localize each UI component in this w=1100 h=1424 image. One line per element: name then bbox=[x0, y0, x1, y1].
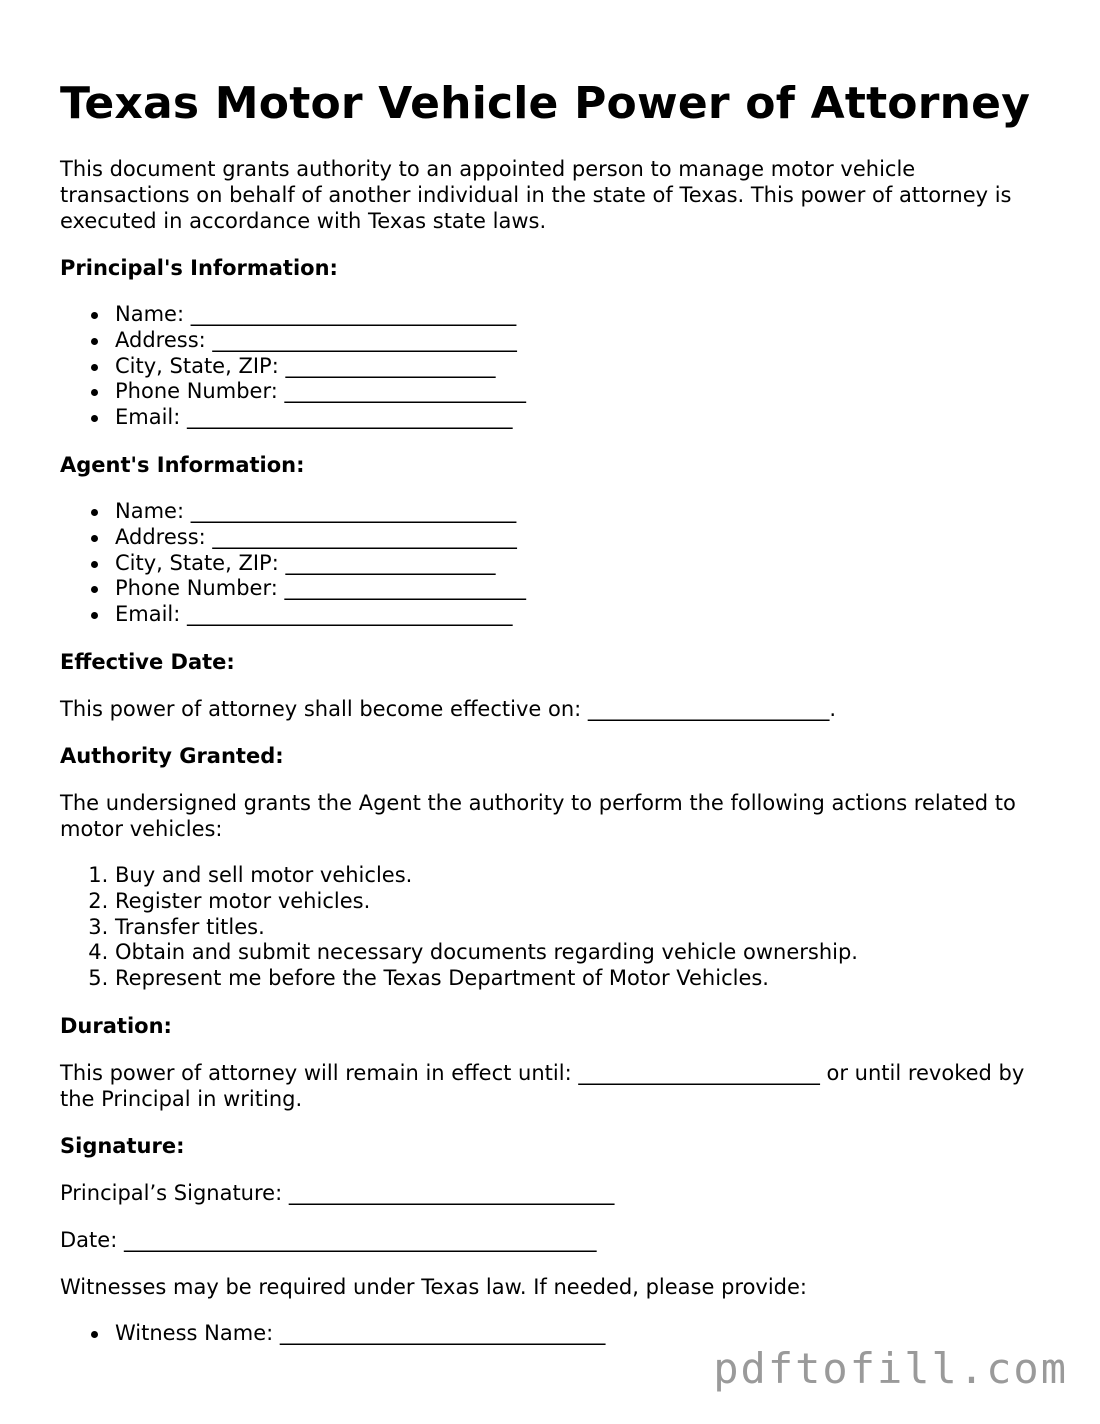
principal-fields bbox=[60, 302, 1050, 431]
authority-item: 3. Transfer titles. bbox=[115, 915, 1050, 941]
principal-address-field[interactable]: Address: _____________________________ bbox=[115, 328, 1050, 354]
principal-name-field[interactable]: Name: _______________________________ bbox=[115, 302, 1050, 328]
authority-heading: Authority Granted: bbox=[60, 743, 284, 768]
witness-note: Witnesses may be required under Texas law. If needed, please provide: bbox=[60, 1274, 808, 1299]
authority-item: 5. Represent me before the Texas Department of Motor Vehicles. bbox=[115, 966, 1050, 992]
authority-item: 1. Buy and sell motor vehicles. bbox=[115, 863, 1050, 889]
authority-item: 4. Obtain and submit necessary documents regarding vehicle ownership. bbox=[115, 940, 1050, 966]
principal-heading: Principal's Information: bbox=[60, 256, 338, 280]
intro-paragraph: This document grants authority to an appointed person to manage motor vehicle transactions on behalf of another individual in the state of Texas. This power of attorney is executed in accordance with Texas state laws. bbox=[60, 157, 1012, 233]
duration-heading: Duration: bbox=[60, 1013, 172, 1038]
agent-heading: Agent's Information: bbox=[60, 452, 305, 477]
authority-list bbox=[60, 863, 1050, 992]
agent-address-field[interactable]: Address: _____________________________ bbox=[115, 525, 1050, 551]
signature-heading: Signature: bbox=[60, 1133, 185, 1158]
agent-name-field[interactable]: Name: _______________________________ bbox=[115, 499, 1050, 525]
agent-fields bbox=[60, 499, 1050, 628]
duration-field[interactable]: This power of attorney will remain in effect until: _______________________ or until revoked by the Principal in writing. bbox=[60, 1060, 1025, 1111]
principal-signature-field[interactable]: Principal’s Signature: _______________________________ bbox=[60, 1180, 615, 1205]
document-page bbox=[60, 76, 1050, 1368]
signature-date-field[interactable]: Date: _____________________________________________ bbox=[60, 1227, 597, 1252]
principal-city-state-zip-field[interactable]: City, State, ZIP: ____________________ bbox=[115, 354, 1050, 380]
effective-date-heading: Effective Date: bbox=[60, 649, 235, 674]
effective-date-field[interactable]: This power of attorney shall become effective on: _______________________. bbox=[60, 696, 837, 721]
agent-city-state-zip-field[interactable]: City, State, ZIP: ____________________ bbox=[115, 551, 1050, 577]
watermark-logo: pdftofill.com bbox=[713, 1344, 1068, 1393]
principal-email-field[interactable]: Email: _______________________________ bbox=[115, 405, 1050, 431]
principal-phone-field[interactable]: Phone Number: _______________________ bbox=[115, 379, 1050, 405]
agent-email-field[interactable]: Email: _______________________________ bbox=[115, 602, 1050, 628]
authority-paragraph: The undersigned grants the Agent the authority to perform the following actions related to motor vehicles: bbox=[60, 790, 1016, 841]
document-title: Texas Motor Vehicle Power of Attorney bbox=[60, 78, 1031, 129]
witness-fields bbox=[60, 1321, 1050, 1347]
agent-phone-field[interactable]: Phone Number: _______________________ bbox=[115, 576, 1050, 602]
authority-item: 2. Register motor vehicles. bbox=[115, 889, 1050, 915]
witness-name-field[interactable]: Witness Name: _______________________________ bbox=[115, 1321, 1050, 1347]
